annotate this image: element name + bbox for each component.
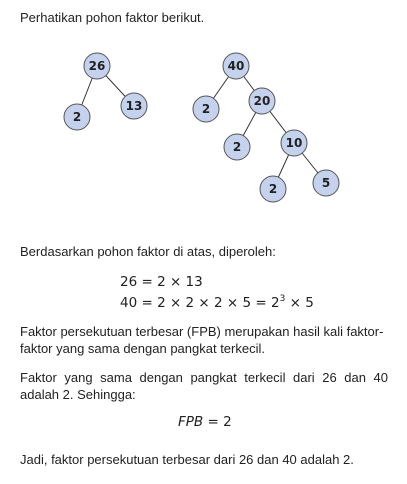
node-label: 2 [201,102,211,116]
exponent: 3 [279,293,286,304]
node-label: 2 [232,140,242,154]
conclusion-text: Jadi, faktor persekutuan terbesar dari 26 dan 40 adalah 2. [20,452,354,467]
equation-40-tail: × 5 [285,295,314,311]
node-label: 10 [285,136,303,150]
node-label: 2 [268,182,278,196]
equation-40-main: 40 = 2 × 2 × 2 × 5 = 2 [120,295,280,311]
node-label: 20 [253,94,271,108]
factor-tree-26 [64,53,147,130]
node-label: 13 [125,99,143,113]
intro-text: Perhatikan pohon faktor berikut. [20,10,205,25]
fpb-value: = 2 [203,414,232,430]
node-label: 5 [321,176,331,190]
fpb-definition: Faktor persekutuan terbesar (FPB) merupakan hasil kali faktor-faktor yang sama dengan pangkat terkecil. [20,324,384,356]
factor-trees-diagram [0,0,407,240]
node-label: 2 [72,110,82,124]
derived-text: Berdasarkan pohon faktor di atas, diperoleh: [20,244,276,259]
node-label: 40 [227,59,245,73]
equation-26: 26 = 2 × 13 [120,274,203,290]
fpb-result [178,414,232,430]
node-label: 26 [88,59,106,73]
fpb-label: FPB [178,414,204,430]
equation-40 [120,293,314,313]
same-factor-text: Faktor yang sama dengan pangkat terkecil dari 26 dan 40 adalah 2. Sehingga: [20,370,388,402]
factor-tree-40 [193,53,339,202]
